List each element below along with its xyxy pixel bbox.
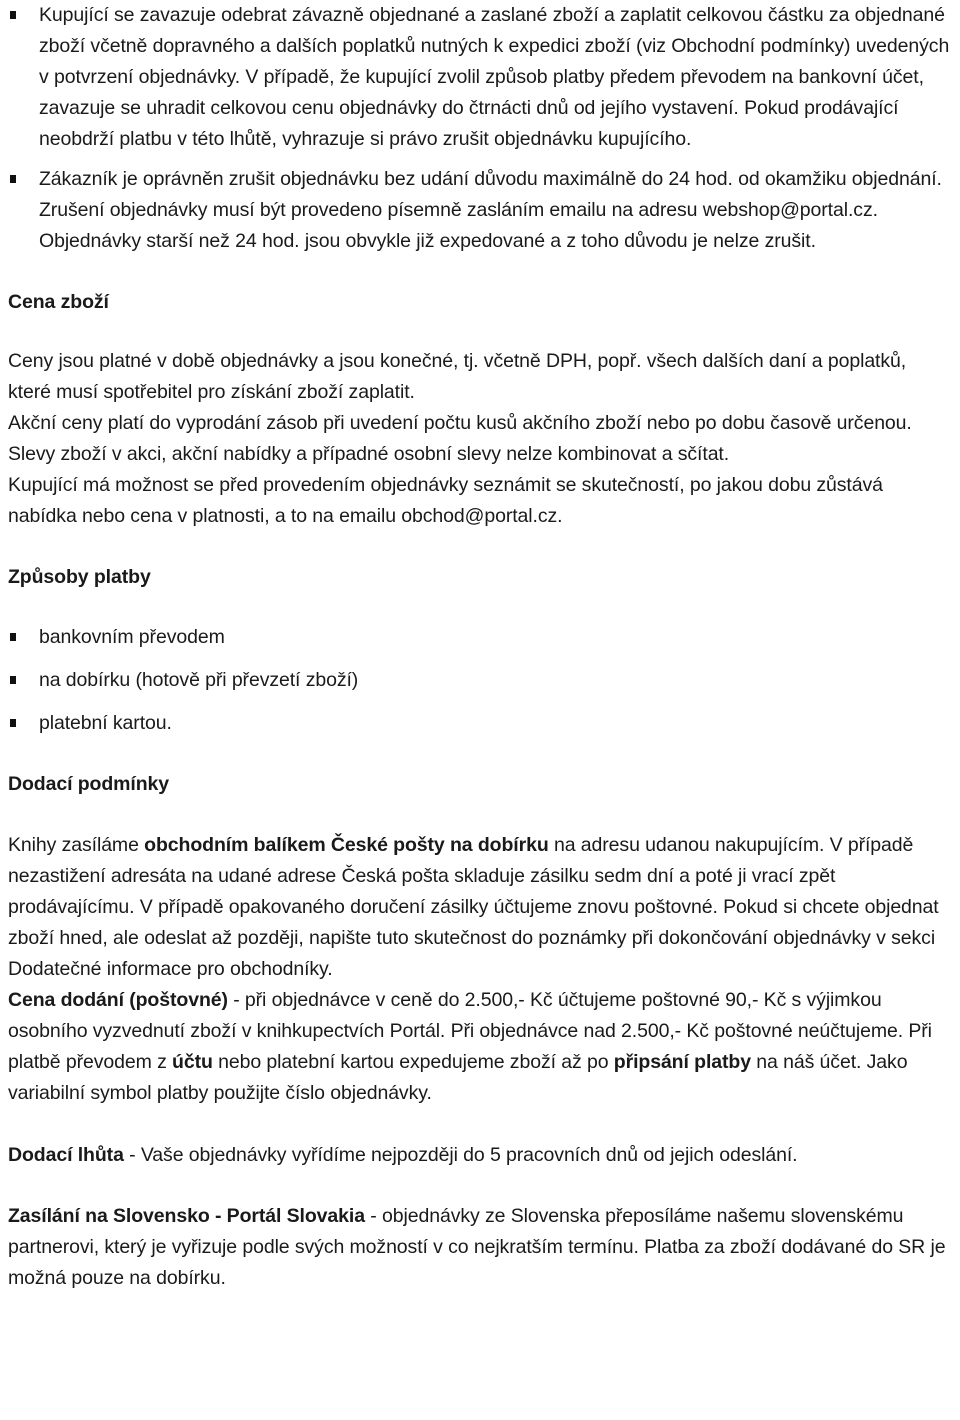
payment-method-label: na dobírku (hotově při převzetí zboží) xyxy=(39,669,359,691)
section-heading-payment: Způsoby platby xyxy=(8,566,151,588)
list-item xyxy=(8,708,952,739)
paragraph-offer-validity: Kupující má možnost se před provedením objednávky seznámit se skutečností, po jakou dobu zůstává nabídka nebo cena v platnosti, a to na emailu obchod@portal.cz. xyxy=(8,474,883,527)
payment-method-label: platební kartou. xyxy=(39,712,172,734)
text-run: - objednávky ze Slovenska přeposíláme našemu slovenskému partnerovi, který je vyřizuje podle svých možností v co nejkratším termínu. Platba za zboží dodávané do SR je možná pouze na dobírku. xyxy=(8,1205,946,1289)
text-run: na náš účet. Jako variabilní symbol platby použijte číslo objednávky. xyxy=(8,1051,908,1104)
square-bullet-icon xyxy=(10,633,16,641)
text-run: nebo platební kartou expedujeme zboží až po xyxy=(212,1051,614,1073)
paragraph-prices: Ceny jsou platné v době objednávky a jsou konečné, tj. včetně DPH, popř. všech dalších daní a poplatků, které musí spotřebitel pro získání zboží zaplatit. xyxy=(8,350,907,403)
list-item xyxy=(8,665,952,696)
bold-text-run: Dodací lhůta xyxy=(8,1144,124,1166)
bold-text-run: Zasílání na Slovensko - Portál Slovakia xyxy=(8,1205,365,1227)
bold-text-run: připsání platby xyxy=(613,1051,751,1073)
square-bullet-icon xyxy=(10,676,16,684)
paragraph-promo-prices: Akční ceny platí do vyprodání zásob při uvedení počtu kusů akčního zboží nebo po dobu časově určenou. Slevy zboží v akci, akční nabídky a případné osobní slevy nelze kombinovat a sčítat. xyxy=(8,412,912,465)
paragraph-shipping xyxy=(8,830,952,985)
square-bullet-icon xyxy=(10,11,16,19)
bold-text-run: obchodním balíkem České pošty na dobírku xyxy=(144,834,549,856)
order-terms-list xyxy=(8,0,952,257)
square-bullet-icon xyxy=(10,719,16,727)
square-bullet-icon xyxy=(10,175,16,183)
payment-methods-list xyxy=(8,622,952,739)
paragraph-delivery-cost xyxy=(8,985,952,1109)
list-item-text: Kupující se zavazuje odebrat závazně objednané a zaslané zboží a zaplatit celkovou částku za objednané zboží včetně dopravného a dalších poplatků nutných k expedici zboží (viz Obchodní podmínky) uvedených v potvrzení objednávky. V případě, že kupující zvolil způsob platby předem převodem na bankovní účet, zavazuje se uhradit celkovou cenu objednávky do čtrnácti dnů od jejího vystavení. Pokud prodávající neobdrží platbu v této lhůtě, vyhrazuje si právo zrušit objednávku kupujícího. xyxy=(39,4,950,150)
payment-method-label: bankovním převodem xyxy=(39,626,225,648)
list-item xyxy=(8,622,952,653)
text-run: Knihy zasíláme xyxy=(8,834,145,856)
list-item xyxy=(8,0,952,155)
section-heading-delivery: Dodací podmínky xyxy=(8,773,170,795)
paragraph-delivery-time xyxy=(8,1140,952,1171)
bold-text-run: Cena dodání (poštovné) xyxy=(8,989,228,1011)
list-item-text: Zákazník je oprávněn zrušit objednávku bez udání důvodu maximálně do 24 hod. od okamžiku objednání. Zrušení objednávky musí být provedeno písemně zasláním emailu na adresu webshop@portal.cz. Objednávky starší než 24 hod. jsou obvykle již expedované a z toho důvodu je nelze zrušit. xyxy=(39,168,942,252)
text-run: - při objednávce v ceně do 2.500,- Kč účtujeme poštovné 90,- Kč s výjimkou osobního vyzvednutí zboží v knihkupectvích Portál. Při objednávce nad 2.500,- Kč poštovné neúčtujeme. Při platbě převodem z xyxy=(8,989,932,1073)
bold-text-run: účtu xyxy=(172,1051,213,1073)
paragraph-slovakia xyxy=(8,1201,952,1294)
text-run: na adresu udanou nakupujícím. V případě nezastižení adresáta na udané adrese Česká pošta skladuje zásilku sedm dní a poté ji vrací zpět prodávajícímu. V případě opakovaného doručení zásilky účtujeme znovu poštovné. Pokud si chcete objednat zboží hned, ale odeslat až později, napište tuto skutečnost do poznámky při dokončování objednávky v sekci Dodatečné informace pro obchodníky. xyxy=(8,834,939,980)
text-run: - Vaše objednávky vyřídíme nejpozději do 5 pracovních dnů od jejich odeslání. xyxy=(123,1144,798,1166)
section-heading-price: Cena zboží xyxy=(8,291,109,313)
list-item xyxy=(8,164,952,257)
